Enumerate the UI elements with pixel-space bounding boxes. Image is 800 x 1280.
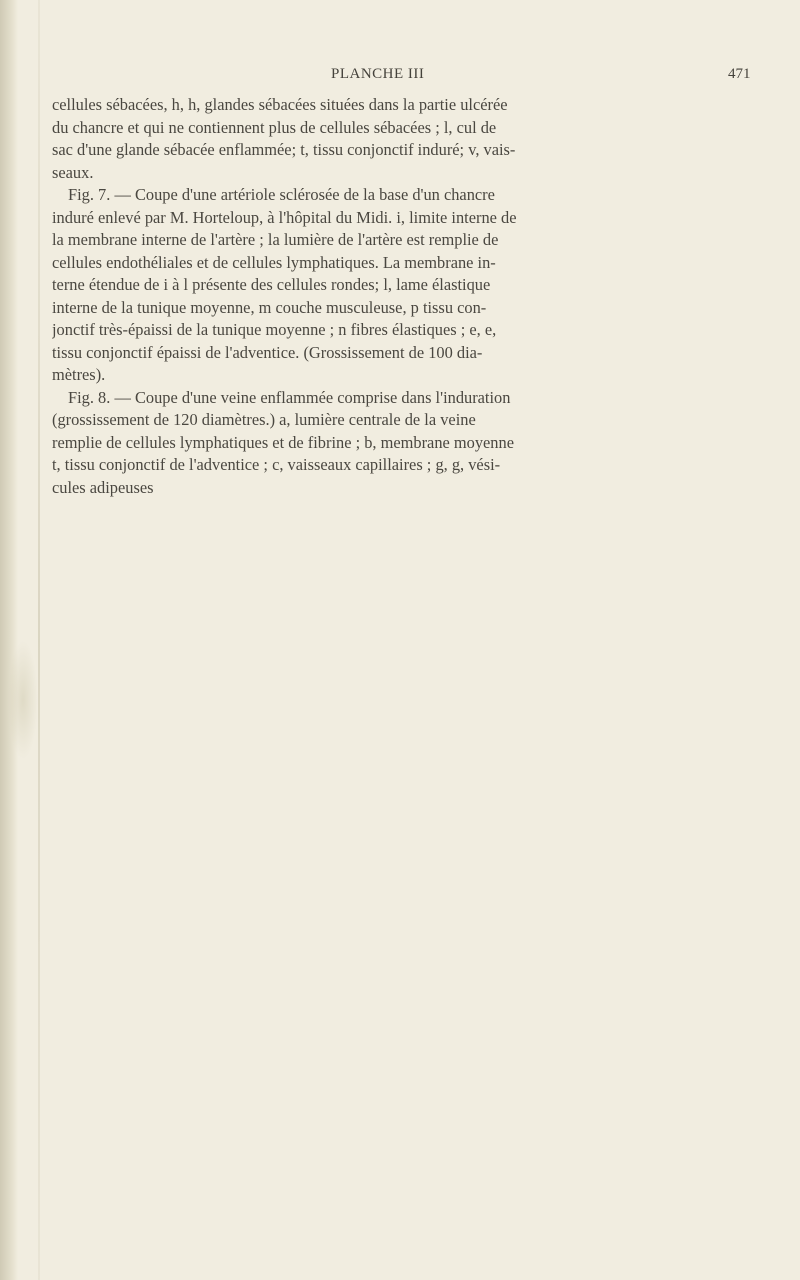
text-line: terne étendue de i à l présente des cellules rondes; l, lame élastique (52, 275, 491, 294)
page-number: 471 (728, 66, 751, 82)
text-line: (grossissement de 120 diamètres.) a, lumière centrale de la veine (52, 410, 476, 429)
paper-stain (8, 640, 38, 760)
text-line: la membrane interne de l'artère ; la lumière de l'artère est remplie de (52, 230, 499, 249)
running-head (0, 66, 800, 90)
text-line: du chancre et qui ne contiennent plus de cellules sébacées ; l, cul de (52, 117, 497, 137)
text-line: jonctif très-épaissi de la tunique moyenne ; n fibres élastiques ; e, e, (52, 320, 497, 339)
text-line: seaux. (52, 162, 94, 182)
caption-text (52, 94, 742, 499)
text-line: cules adipeuses (52, 477, 154, 497)
plate-title: PLANCHE III (331, 66, 425, 82)
text-line: cellules endothéliales et de cellules lymphatiques. La membrane in- (52, 252, 496, 272)
text-line: t, tissu conjonctif de l'adventice ; c, vaisseaux capillaires ; g, g, vési- (52, 455, 501, 474)
page-gutter-line (38, 0, 40, 1280)
text-line: tissu conjonctif épaissi de l'adventice. (Grossissement de 100 dia- (52, 342, 483, 362)
fig-7-caption-start: Fig. 7. — Coupe d'une artériole sclérosée de la base d'un chancre (68, 185, 495, 204)
text-line: sac d'une glande sébacée enflammée; t, tissu conjonctif induré; v, vais- (52, 140, 516, 159)
text-line: mètres). (52, 365, 106, 384)
fig-8-caption-start: Fig. 8. — Coupe d'une veine enflammée comprise dans l'induration (68, 387, 511, 407)
text-line: interne de la tunique moyenne, m couche musculeuse, p tissu con- (52, 297, 487, 317)
text-line: induré enlevé par M. Horteloup, à l'hôpital du Midi. i, limite interne de (52, 207, 517, 227)
text-line: remplie de cellules lymphatiques et de fibrine ; b, membrane moyenne (52, 432, 514, 452)
text-line: cellules sébacées, h, h, glandes sébacées situées dans la partie ulcérée (52, 95, 508, 114)
